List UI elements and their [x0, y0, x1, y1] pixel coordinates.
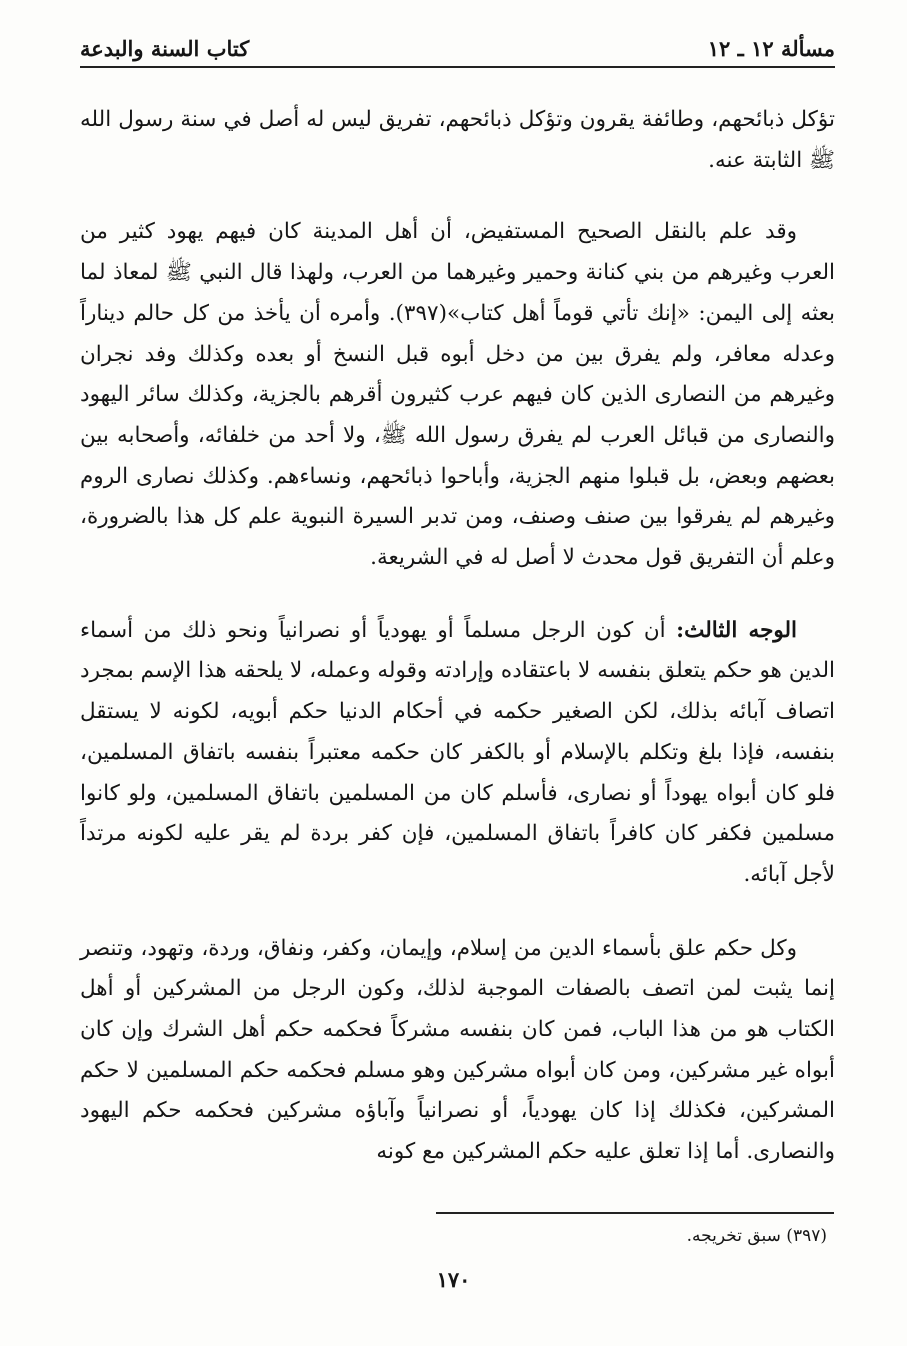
- footnote-rule: [436, 1212, 834, 1214]
- paragraph-3: [80, 611, 835, 896]
- paragraph-1: تؤكل ذبائحهم، وطائفة يقرون وتؤكل ذبائحهم، تفريق ليس له أصل في سنة رسول الله ﷺ الثابتة عنه.: [80, 107, 835, 173]
- footnote: (٣٩٧) سبق تخريجه.: [686, 1226, 827, 1246]
- book-title: كتاب السنة والبدعة: [80, 36, 250, 61]
- paragraph-3-text: أن كون الرجل مسلماً أو يهودياً أو نصرانياً ونحو ذلك من أسماء الدين هو حكم يتعلق بنفسه لا باعتقاده وإرادته وقوله وعمله، لا يلحقه هذا الإسم بمجرد اتصاف آبائه بذلك، لكن الصغير حكمه في أحكام الدنيا حكم أبويه، لكونه لا يستقل بنفسه، فإذا بلغ وتكلم بالإسلام أو بالكفر كان حكمه معتبراً بنفسه باتفاق المسلمين، فلو كان أبواه يهوداً أو نصارى، فأسلم كان من المسلمين باتفاق المسلمين، ولو كانوا مسلمين فكفر كان كافراً باتفاق المسلمين، فإن كفر بردة لم يقر عليه لكونه مرتداً لأجل آبائه.: [80, 617, 835, 887]
- header-rule: [80, 66, 835, 68]
- section-title: مسألة ١٢ ـ ١٢: [707, 36, 835, 61]
- paragraph-2: وقد علم بالنقل الصحيح المستفيض، أن أهل المدينة كان فيهم يهود كثير من العرب وغيرهم من بني كنانة وحمير وغيرهما من العرب، ولهذا قال النبي ﷺ لمعاذ لما بعثه إلى اليمن: «إنك تأتي قوماً أهل كتاب»(٣٩٧). وأمره أن يأخذ من كل حالم ديناراً وعدله معافر، ولم يفرق بين من دخل أبوه قبل النسخ أو بعده وكذلك وفد نجران وغيرهم من النصارى الذين كان فيهم عرب كثيرون أقرهم بالجزية، وكذلك سائر اليهود والنصارى من قبائل العرب لم يفرق رسول الله ﷺ، ولا أحد من خلفائه، وأصحابه بين بعضهم وبعض، بل قبلوا منهم الجزية، وأباحوا ذبائحهم، ونساءهم. وكذلك نصارى الروم وغيرهم لم يفرقوا بين صنف وصنف، ومن تدبر السيرة النبوية علم كل هذا بالضرورة، وعلم أن التفريق قول محدث لا أصل له في الشريعة.: [80, 219, 835, 571]
- paragraph-4: وكل حكم علق بأسماء الدين من إسلام، وإيمان، وكفر، ونفاق، وردة، وتهود، وتنصر إنما يثبت لمن اتصف بالصفات الموجبة لذلك، وكون الرجل من المشركين أو أهل الكتاب هو من هذا الباب، فمن كان بنفسه مشركاً فحكمه حكم أهل الشرك وإن كان أبواه غير مشركين، ومن كان أبواه مشركين وهو مسلم فحكمه حكم المسلمين لا حكم المشركين، فكذلك إذا كان يهودياً، أو نصرانياً وآباؤه مشركين فحكمه حكم اليهود والنصارى. أما إذا تعلق عليه حكم المشركين مع كونه: [80, 935, 835, 1165]
- running-header: [80, 20, 835, 68]
- page-number: ١٧٠: [436, 1267, 471, 1292]
- section-label: الوجه الثالث:: [676, 617, 797, 643]
- main-text: [80, 100, 835, 1173]
